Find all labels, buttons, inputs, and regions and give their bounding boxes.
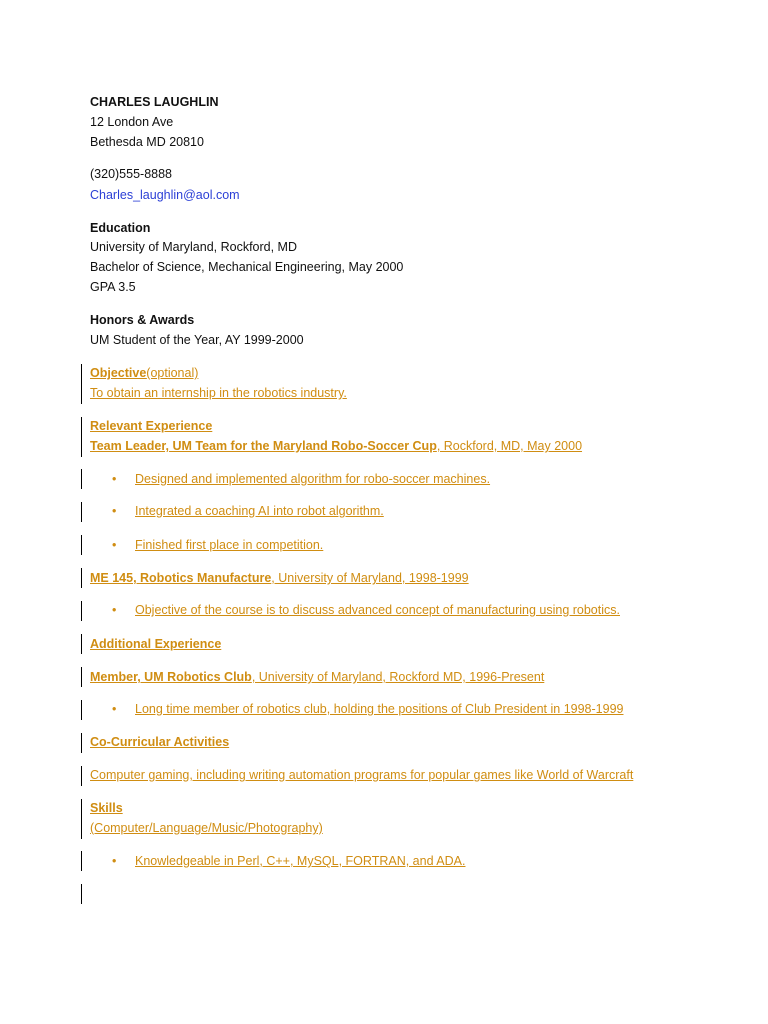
list-item-text: Designed and implemented algorithm for robo-soccer machines. [135,472,491,486]
list-item [112,471,490,487]
change-bar [81,766,82,786]
change-bar [81,535,82,555]
education-school: University of Maryland, Rockford, MD [90,240,298,254]
list-item-text: Finished first place in competition. [135,538,324,552]
change-bar [81,700,82,720]
change-bar [81,417,82,457]
objective-heading-label: Objective [90,366,147,380]
change-bar [81,884,82,904]
course-line [90,570,469,586]
list-item [112,503,384,519]
relevant-experience-heading: Relevant Experience [90,419,213,433]
change-bar [81,364,82,404]
member-title: Member, UM Robotics Club [90,670,252,684]
objective-text: To obtain an internship in the robotics industry. [90,386,347,400]
list-item-text: Objective of the course is to discuss advanced concept of manufacturing using robotics. [135,603,620,617]
change-bar [81,469,82,489]
candidate-name: CHARLES LAUGHLIN [90,95,219,109]
course-title: ME 145, Robotics Manufacture [90,571,272,585]
list-item [112,853,465,869]
bullet-glyph: • [112,472,117,486]
change-bar [81,799,82,839]
phone-number: (320)555-8888 [90,167,173,181]
change-bar [81,851,82,871]
objective-heading-suffix: (optional) [146,366,199,380]
bullet-glyph: • [112,504,117,518]
honors-heading: Honors & Awards [90,313,195,327]
change-bar [81,667,82,687]
co-curricular-text: Computer gaming, including writing automation programs for popular games like World of Warcraft [90,768,634,782]
list-item [112,602,620,618]
bullet-glyph: • [112,702,117,716]
honors-item: UM Student of the Year, AY 1999-2000 [90,333,304,347]
change-bar [81,502,82,522]
change-bar [81,634,82,654]
list-item [112,701,623,717]
education-degree: Bachelor of Science, Mechanical Engineering, May 2000 [90,260,404,274]
member-rest: , University of Maryland, Rockford MD, 1996-Present [251,670,545,684]
education-gpa: GPA 3.5 [90,280,136,294]
education-heading: Education [90,221,151,235]
list-item-text: Integrated a coaching AI into robot algorithm. [135,504,384,518]
relevant-job-title: Team Leader, UM Team for the Maryland Robo-Soccer Cup [90,439,437,453]
objective-heading [90,365,198,381]
relevant-job-rest: , Rockford, MD, May 2000 [436,439,583,453]
relevant-job-line [90,438,582,454]
email-link[interactable]: Charles_laughlin@aol.com [90,188,240,202]
member-line [90,669,544,685]
address-line-2: Bethesda MD 20810 [90,135,204,149]
address-line-1: 12 London Ave [90,115,174,129]
course-rest: , University of Maryland, 1998-1999 [271,571,469,585]
change-bar [81,568,82,588]
bullet-glyph: • [112,854,117,868]
co-curricular-heading: Co-Curricular Activities [90,735,230,749]
list-item-text: Long time member of robotics club, holding the positions of Club President in 1998-1999 [135,702,624,716]
bullet-glyph: • [112,603,117,617]
skills-subheading: (Computer/Language/Music/Photography) [90,821,323,835]
change-bar [81,601,82,621]
skills-heading: Skills [90,801,123,815]
list-item-text: Knowledgeable in Perl, C++, MySQL, FORTRAN, and ADA. [135,854,466,868]
change-bar [81,733,82,753]
bullet-glyph: • [112,538,117,552]
additional-experience-heading: Additional Experience [90,637,222,651]
list-item [112,537,323,553]
